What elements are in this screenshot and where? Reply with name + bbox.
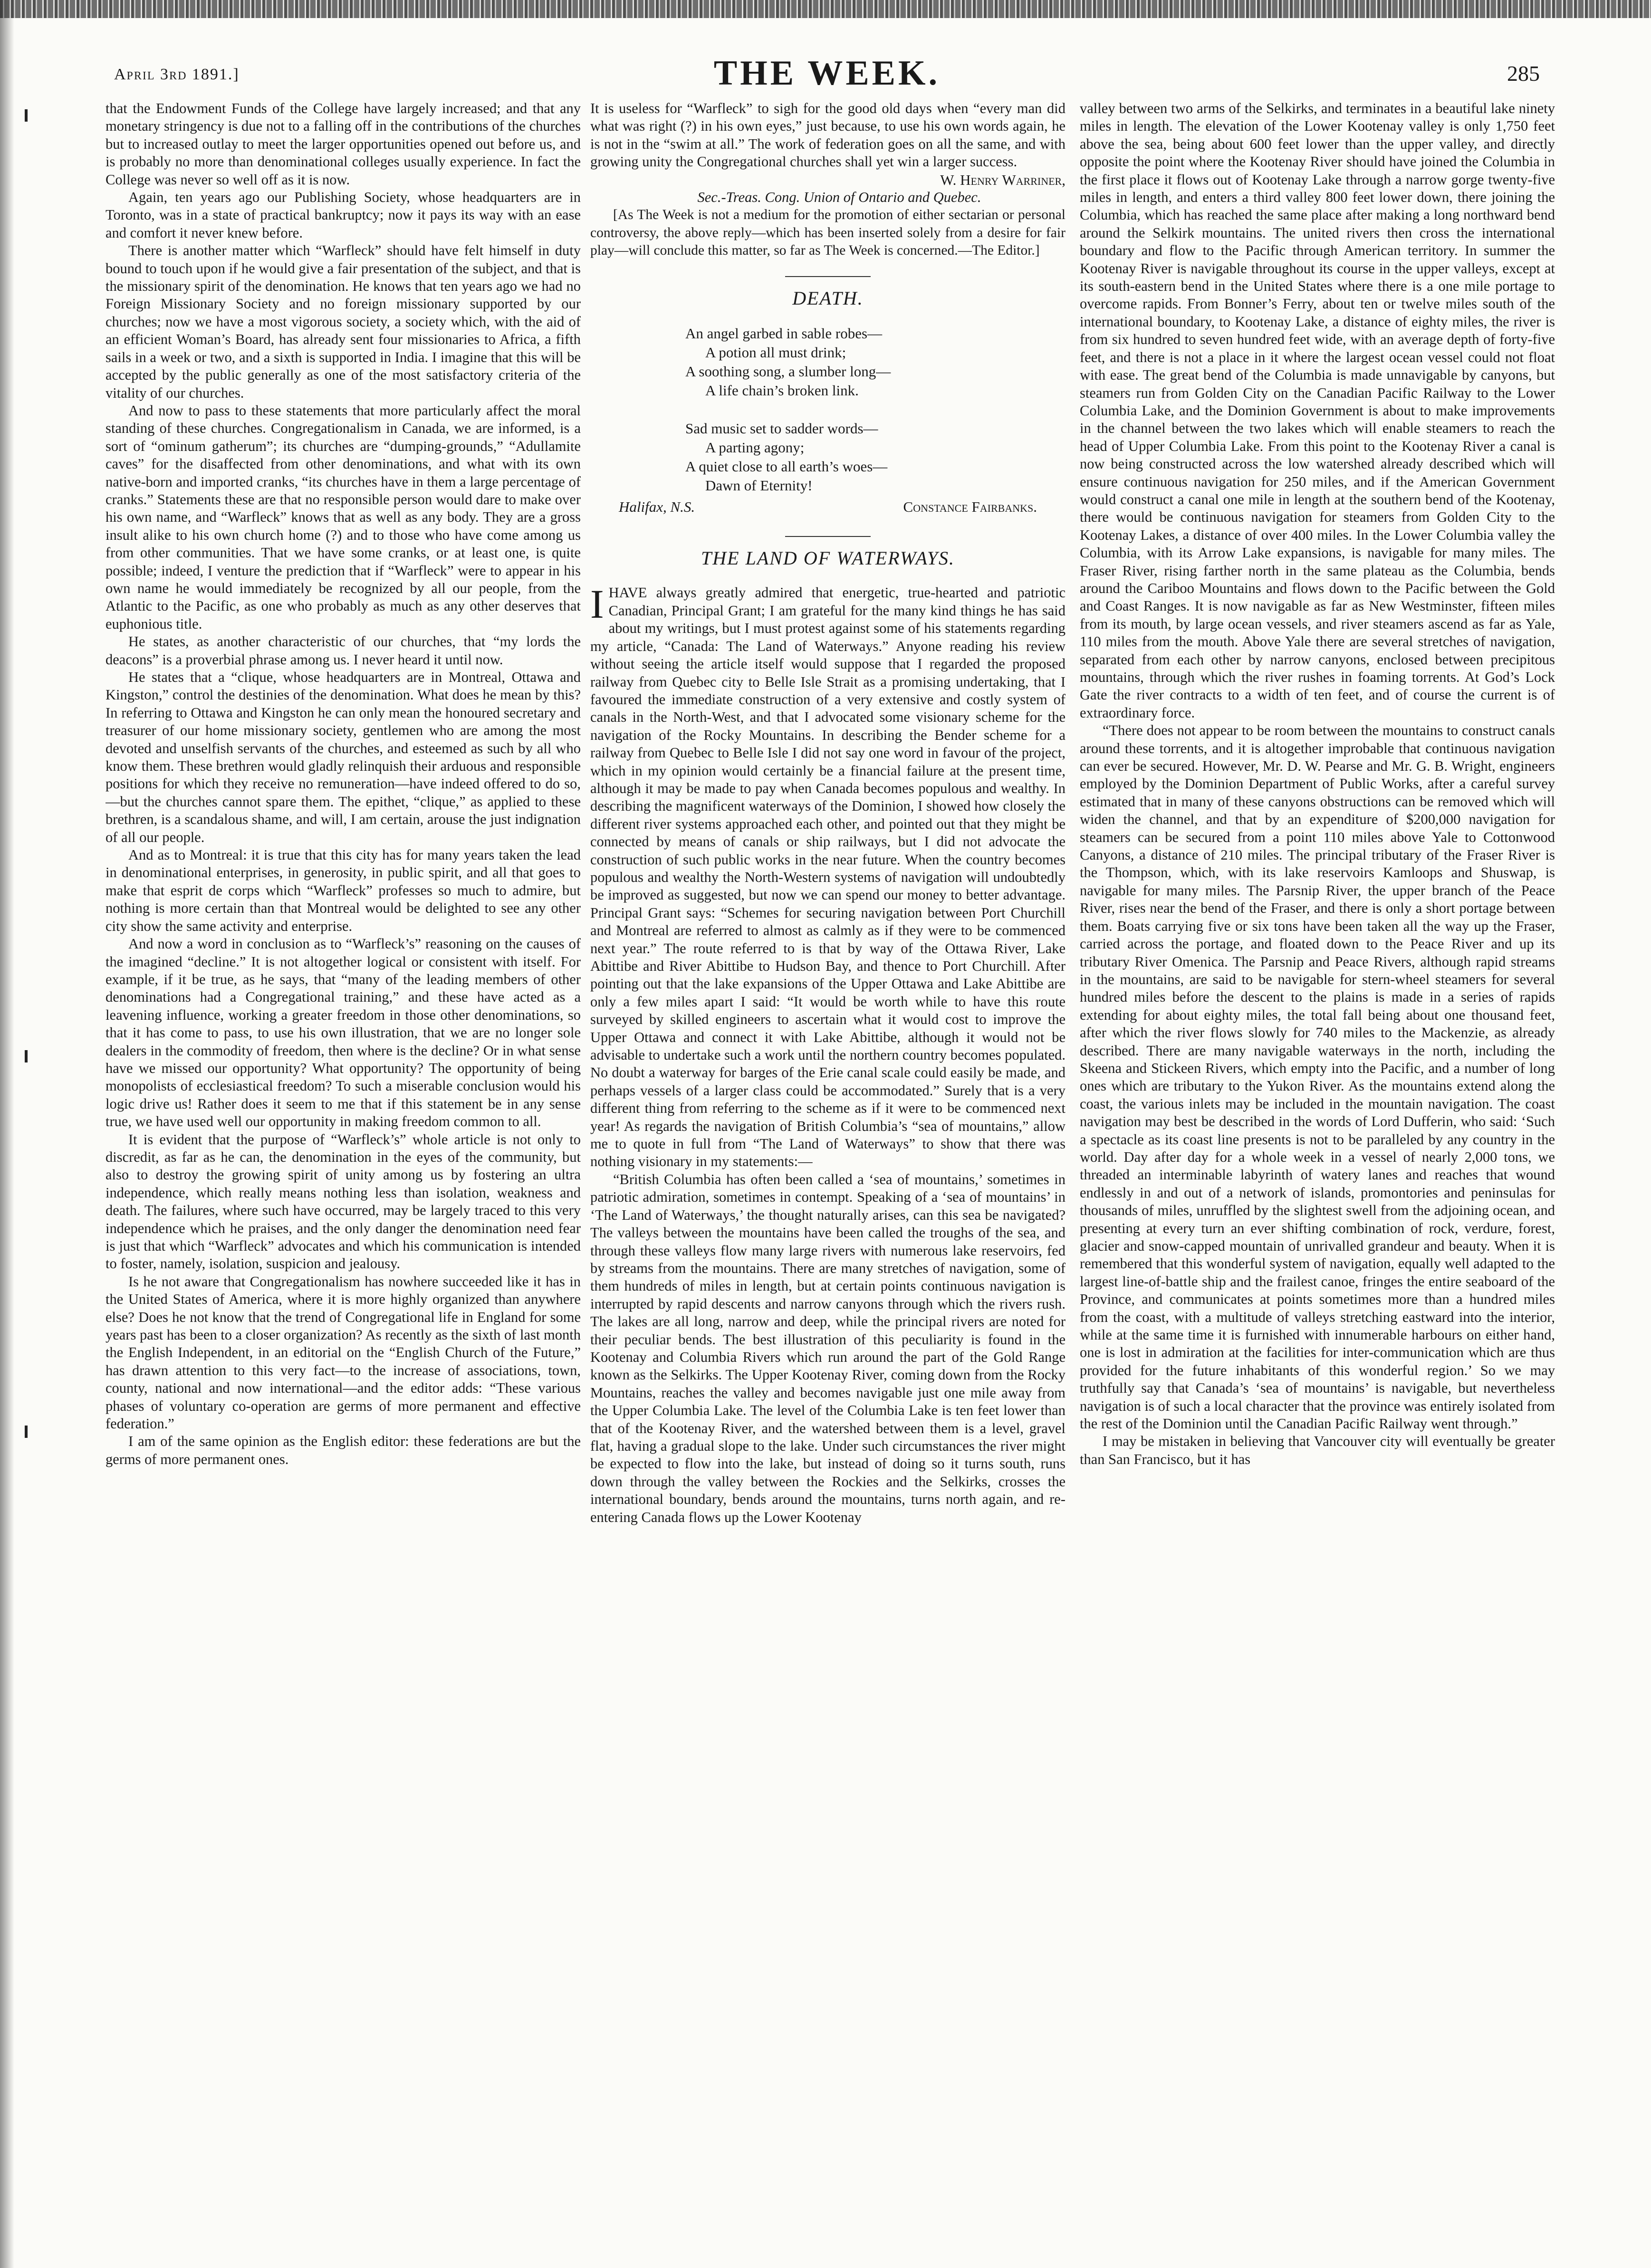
paragraph: There is another matter which “Warfleck” should have felt himself in duty bound to touch upon if he would give a fair presentation of the subject, and that is the missionary spirit of the denomination. He knows that ten years ago we had no Foreign Missionary Society and no foreign missionary supported by our churches; now we have a most vigorous society, a society which, with the aid of an efficient Woman’s Board, has already sent four missionaries to Africa, a fifth sails in a week or two, and a sixth is supported in India. I imagine that this will be accepted by the public generally as one of the most satisfactory criteria of the vitality of our churches.	[106, 242, 581, 401]
poem-line: Dawn of Eternity!	[705, 477, 813, 494]
paragraph: that the Endowment Funds of the College have largely increased; and that any monetary stringency is due not to a falling off in the contributions of the churches but to increased outlay to meet the larger opportunities opened out before us, and is probably no more than denominational colleges usually experience. In fact the College was never so well off as it is now.	[106, 100, 581, 188]
paragraph: “There does not appear to be room between the mountains to construct canals around these torrents, and it is altogether improbable that continuous navigation can ever be secured. However, Mr. D. W. Pearse and Mr. G. B. Wright, engineers employed by the Dominion Department of Public Works, after a careful survey estimated that in many of these canyons obstructions can be removed which will widen the channel, and that by an expenditure of $200,000 navigation for steamers can be secured from a point 110 miles above Yale to Cottonwood Canyons, a distance of 210 miles. The principal tributary of the Fraser River is the Thompson, which, with its lake reservoirs Kamloops and Shuswap, is navigable for many miles. The Parsnip River, the upper branch of the Peace River, rises near the bend of the Fraser, and there is only a short portage between them. Boats carrying five or six tons have been taken all the way up the Fraser, carried across the portage, and floated down to the Peace River and up its tributary River Omenica. The Parsnip and Peace Rivers, although rapid streams in the mountains, are said to be navigable for stern-wheel steamers for several hundred miles before the descent to the plains is made in a series of rapids extending for about eighty miles, the total fall being about one thousand feet, after which the river flows slowly for 740 miles to the Mackenzie, as already described. There are many navigable waterways in the north, including the Skeena and Stickeen Rivers, which empty into the Pacific, and a number of long ones which are tributary to the Yukon River. As the mountains extend along the coast, the various inlets may be included in the mountain navigation. The coast navigation may best be described in the words of Lord Dufferin, who said: ‘Such a spectacle as its coast line presents is not to be paralleled by any country in the world. Day after day for a whole week in a vessel of nearly 2,000 tons, we threaded an interminable labyrinth of watery lanes and reaches that wound endlessly in and out of a network of islands, promontories and peninsulas for thousands of miles, unruffled by the slightest swell from the adjoining ocean, and presenting at every turn an ever shifting combination of rock, verdure, forest, glacier and snow-capped mountain of unrivalled grandeur and beauty. When it is remembered that this wonderful system of navigation, equally well adapted to the largest line-of-battle ship and the frailest canoe, fringes the entire seaboard of the Province, and communicates at points sometimes more than a hundred miles from the coast, with a multitude of valleys stretching eastward into the interior, while at the same time it is furnished with innumerable harbours on either hand, one is lost in admiration at the facilities for inter-communication which are thus provided for the future inhabitants of this wonderful region.’ So we may truthfully say that Canada’s ‘sea of mountains’ is navigable, but nevertheless navigation is of such a local character that the province was entirely isolated from the rest of the Dominion until the Canadian Pacific Railway went through.”	[1080, 722, 1555, 1432]
poem-attribution	[590, 498, 1065, 520]
signature-role: Sec.-Treas. Cong. Union of Ontario and Quebec.	[697, 189, 981, 206]
poem	[685, 324, 1065, 495]
article-title: THE LAND OF WATERWAYS.	[701, 547, 955, 569]
quoted-passage: “British Columbia has often been called a ‘sea of mountains,’ sometimes in patriotic admiration, sometimes in contempt. Speaking of a ‘sea of mountains’ in ‘The Land of Waterways,’ the thought naturally arises, can this sea be navigated? The valleys between the mountains have been called the troughs of the sea, and through these valleys flow many large rivers with numerous lake reservoirs, fed by streams from the mountains. There are many stretches of navigation, some of them hundreds of miles in length, but at certain points continuous navigation is interrupted by rapid descents and narrow canyons through which the rivers rush. The lakes are all long, narrow and deep, while the principal rivers are noted for their peculiar bends. The best illustration of this peculiarity is found in the Kootenay and Columbia Rivers which run around the part of the Gold Range known as the Selkirks. The Upper Kootenay River, coming down from the Rocky Mountains, reaches the valley and becomes navigable just one mile away from the Upper Columbia Lake. The level of the Columbia Lake is ten feet lower than that of the Kootenay River, and the watershed between them is a level, gravel flat, having a gradual slope to the lake. Under such circumstances the river might be expected to flow into the lake, but instead of doing so it turns south, runs down through the valley between the Rockies and the Selkirks, crosses the international boundary, bends around the mountains, turns north again, and re-entering Canada flows up the Lower Kootenay	[590, 1171, 1065, 1525]
column-3	[1080, 100, 1555, 2233]
paragraph: valley between two arms of the Selkirks, and terminates in a beautiful lake ninety miles in length. The elevation of the Lower Kootenay valley is only 1,750 feet above the sea, being about 600 feet lower than the upper valley, and directly opposite the point where the Kootenay River should have joined the Columbia in the first place it flows out of Kootenay Lake through a narrow gorge twenty-five miles in length, and enters a third valley 800 feet lower down, there joining the Columbia, which has reached the same place after making a long northward bend around the Selkirk mountains. The united rivers then cross the international boundary and flow to the Pacific through American territory. In summer the Kootenay River is navigable throughout its course in the upper valleys, except at its south-eastern bend in the United States where there is a one mile portage to overcome rapids. From Bonner’s Ferry, about ten or twelve miles south of the international boundary, to Kootenay Lake, a distance of eighty miles, the river is from six hundred to seven hundred feet wide, with an average depth of forty-five feet, and there is not a place in it where the largest ocean vessel could not float with ease. The great bend of the Columbia is made unnavigable by canyons, but steamers run from Golden City on the Canadian Pacific Railway to the Lower Columbia Lake, and the Dominion Government is about to make improvements in the channel between the two lakes which will enable steamers to reach the head of Upper Columbia Lake. From this point to the Kootenay River a canal is now being constructed across the low watershed already described which will ensure continuous navigation for 250 miles, and if the American Government would construct a canal one mile in length at the southern bend of the Kootenay, there would be continuous navigation for steamers from Golden City to the Kootenay Lakes, a distance of over 400 miles. In the Lower Columbia valley the Columbia, with its Arrow Lake expansions, is navigable for many miles. The Fraser River, rising farther north in the same plateau as the Columbia, bends around the Cariboo Mountains and flows down to the Pacific between the Gold and Coast Ranges. It is now navigable as far as New Westminster, fifteen miles from its mouth, by large ocean vessels, and river steamers ascend as far as Yale, 110 miles from the mouth. Above Yale there are several stretches of navigation, separated from each other by narrow canyons, enclosed between precipitous mountains, through which the river rushes in foaming torrents. At God’s Lock Gate the river contracts to a width of ten feet, and of course the current is of extraordinary force.	[1080, 100, 1555, 721]
paragraph: And now to pass to these statements that more particularly affect the moral standing of these churches. Congregationalism in Canada, we are informed, is a sort of “ominum gatherum”; its churches are “dumping-grounds,” “Adullamite caves” for the disaffected from other denominations, and what with its own native-born and imported cranks, “its churches have in them a large percentage of cranks.” Statements these are that no responsible person would dare to make over his own name, and “Warfleck” knows that as well as any body. They are a gross insult alike to his own church home (?) and to those who have come among us from other communities. That we have some cranks, or at least one, is quite possible; indeed, I venture the prediction that if “Warfleck” were to appear in his own name he would immediately be recognized by all our people, from the Atlantic to the Pacific, as one who probably as much as any other deserves that euphonious title.	[106, 402, 581, 632]
letter-signature: W. Henry Warriner,	[940, 171, 1065, 188]
poem-line: A parting agony;	[705, 439, 805, 456]
poem-line: A life chain’s broken link.	[705, 382, 859, 399]
article-opening	[590, 581, 1065, 1170]
paragraph: Is he not aware that Congregationalism has nowhere succeeded like it has in the United States of America, where it is more highly organized than anywhere else? Does he not know that the trend of Congregational life in England for some years past has been to a closer organization? As recently as the sixth of last month the English Independent, in an editorial on the “English Church of the Future,” has drawn attention to this very fact—to the increase of associations, town, county, national and now international—and the editor adds: “These various phases of voluntary co-operation are germs of more permanent and effective federation.”	[106, 1273, 581, 1432]
margin-mark	[25, 109, 28, 122]
letter-conclusion: It is useless for “Warfleck” to sigh for the good old days when “every man did what was right (?) in his own eyes,” just because, to use his own words again, he is not in the “swim at all.” The work of federation goes on all the same, and with growing unity the Congregational churches shall yet win a larger success.	[590, 100, 1065, 170]
paragraph: It is evident that the purpose of “Warfleck’s” whole article is not only to discredit, as far as he can, the denomination in the eyes of the community, but also to destroy the growing spirit of unity among us by fostering an ultra independence, which really means nothing less than isolation, weakness and death. The failures, where such have occurred, may be largely traced to this very independence which he praises, and the only danger the denomination need fear is just that which “Warfleck” advocates and which his communication is intended to foster, namely, isolation, suspicion and jealousy.	[106, 1131, 581, 1272]
issue-date: April 3rd 1891.]	[114, 66, 240, 83]
paragraph: Again, ten years ago our Publishing Society, whose headquarters are in Toronto, was in a state of practical bankruptcy; now it pays its way with an ease and comfort it never knew before.	[106, 189, 581, 241]
poem-line: A potion all must drink;	[705, 344, 846, 361]
poem-title: DEATH.	[792, 287, 864, 309]
stanza-break	[685, 400, 1065, 419]
column-1	[106, 100, 581, 2233]
scan-edge-strip	[0, 0, 1651, 18]
poem-line: Sad music set to sadder words—	[685, 420, 878, 437]
masthead-title: THE WEEK.	[713, 54, 941, 93]
poem-line: An angel garbed in sable robes—	[685, 325, 883, 342]
poem-place: Halifax, N.S.	[619, 498, 695, 516]
page-number: 285	[1507, 61, 1540, 86]
paragraph: I may be mistaken in believing that Vancouver city will eventually be greater than San Francisco, but it has	[1080, 1433, 1555, 1467]
editor-note: [As The Week is not a medium for the promotion of either sectarian or personal controversy, the above reply—which has been inserted solely from a desire for fair play—will conclude this matter, so far as The Week is concerned.—The Editor.]	[590, 207, 1065, 258]
section-divider	[785, 276, 871, 277]
drop-cap: I	[590, 581, 604, 627]
poem-line: A quiet close to all earth’s woes—	[685, 458, 888, 475]
poem-author: Constance Fairbanks.	[903, 498, 1037, 516]
paragraph: He states that a “clique, whose headquarters are in Montreal, Ottawa and Kingston,” control the destinies of the denomination. What does he mean by this? In referring to Ottawa and Kingston he can only mean the honoured secretary and treasurer of our home missionary society, gentlemen who are among the most devoted and unselfish servants of the churches, and esteemed as such by all who know them. These brethren would gladly relinquish their arduous and responsible positions for which they receive no remuneration—have indeed offered to do so,—but the churches cannot spare them. The epithet, “clique,” as applied to these brethren, is a scandalous shame, and will, I am certain, arouse the just indignation of all our people.	[106, 669, 581, 845]
paragraph: And now a word in conclusion as to “Warfleck’s” reasoning on the causes of the imagined “decline.” It is not altogether logical or consistent with itself. For example, if it be true, as he says, that “many of the leading members of other denominations had a Congregational training,” and these have acted as a leavening influence, working a greater freedom in those other denominations, so that it has come to pass, to use his own illustration, that we are no longer sole dealers in the commodity of freedom, then where is the decline? Or in what sense have we missed our opportunity? What opportunity? The opportunity of being monopolists of ecclesiastical freedom? To such a miserable conclusion would his logic drive us! Rather does it seem to me that if this statement be in any sense true, we have used well our opportunity in making freedom common to all.	[106, 936, 581, 1130]
page-spine-shadow	[0, 0, 14, 2268]
page-header	[114, 53, 1540, 101]
column-2	[590, 100, 1065, 2233]
paragraph: And as to Montreal: it is true that this city has for many years taken the lead in denominational enterprises, in generosity, in public spirit, and all that goes to make that esprit de corps which “Warfleck” professes so much to admire, but nothing is more certain than that Montreal would be delighted to see any other city show the same activity and enterprise.	[106, 847, 581, 934]
section-divider	[785, 536, 871, 537]
article-text: HAVE always greatly admired that energetic, true-hearted and patriotic Canadian, Principal Grant; I am grateful for the many kind things he has said about my writings, but I must protest against some of his statements regarding my article, “Canada: The Land of Waterways.” Anyone reading his review without seeing the article itself would suppose that I regarded the proposed railway from Quebec city to Belle Isle Strait as a promising undertaking, that I favoured the immediate construction of a very extensive and costly system of canals in the North-West, and that I advocated some visionary scheme for the navigation of the Rocky Mountains. In describing the Bender scheme for a railway from Quebec to Belle Isle I did not say one word in favour of the project, which in my opinion would certainly be a financial failure at the present time, although it may be made to pay when Canada becomes populous and wealthy. In describing the magnificent waterways of the Dominion, I showed how closely the different river systems approached each other, and pointed out that they might be connected by means of canals or ship railways, but I did not advocate the construction of such public works in the near future. When the country becomes populous and wealthy the North-Western systems of navigation will undoubtedly be improved as suggested, but now we can spend our money to better advantage. Principal Grant says: “Schemes for securing navigation between Port Churchill and Montreal are referred to almost as calmly as if they were to be commenced next year.” The route referred to is that by way of the Ottawa River, Lake Abittibe and River Abittibe to Hudson Bay, and thence to Port Churchill. After pointing out that the lake expansions of the Upper Ottawa and Lake Abittibe are only a few miles apart I said: “It would be worth while to have this route surveyed by skilled engineers to ascertain what it would cost to improve the Upper Ottawa and connect it with Lake Abittibe, although it would not be advisable to undertake such a work until the northern country becomes populated. No doubt a waterway for barges of the Erie canal scale could easily be made, and perhaps vessels of a larger class could be accommodated.” Surely that is a very different thing from referring to the scheme as if it were to be commenced next year! As regards the navigation of British Columbia’s “sea of mountains,” allow me to quote in full from “The Land of Waterways” to show that there was nothing visionary in my statements:—	[590, 584, 1065, 1170]
poem-line: A soothing song, a slumber long—	[685, 363, 891, 380]
paragraph: He states, as another characteristic of our churches, that “my lords the deacons” is a proverbial phrase among us. I never heard it until now.	[106, 633, 581, 668]
margin-mark	[25, 1426, 28, 1438]
paragraph: I am of the same opinion as the English editor: these federations are but the germs of more permanent ones.	[106, 1433, 581, 1467]
margin-mark	[25, 1050, 28, 1062]
